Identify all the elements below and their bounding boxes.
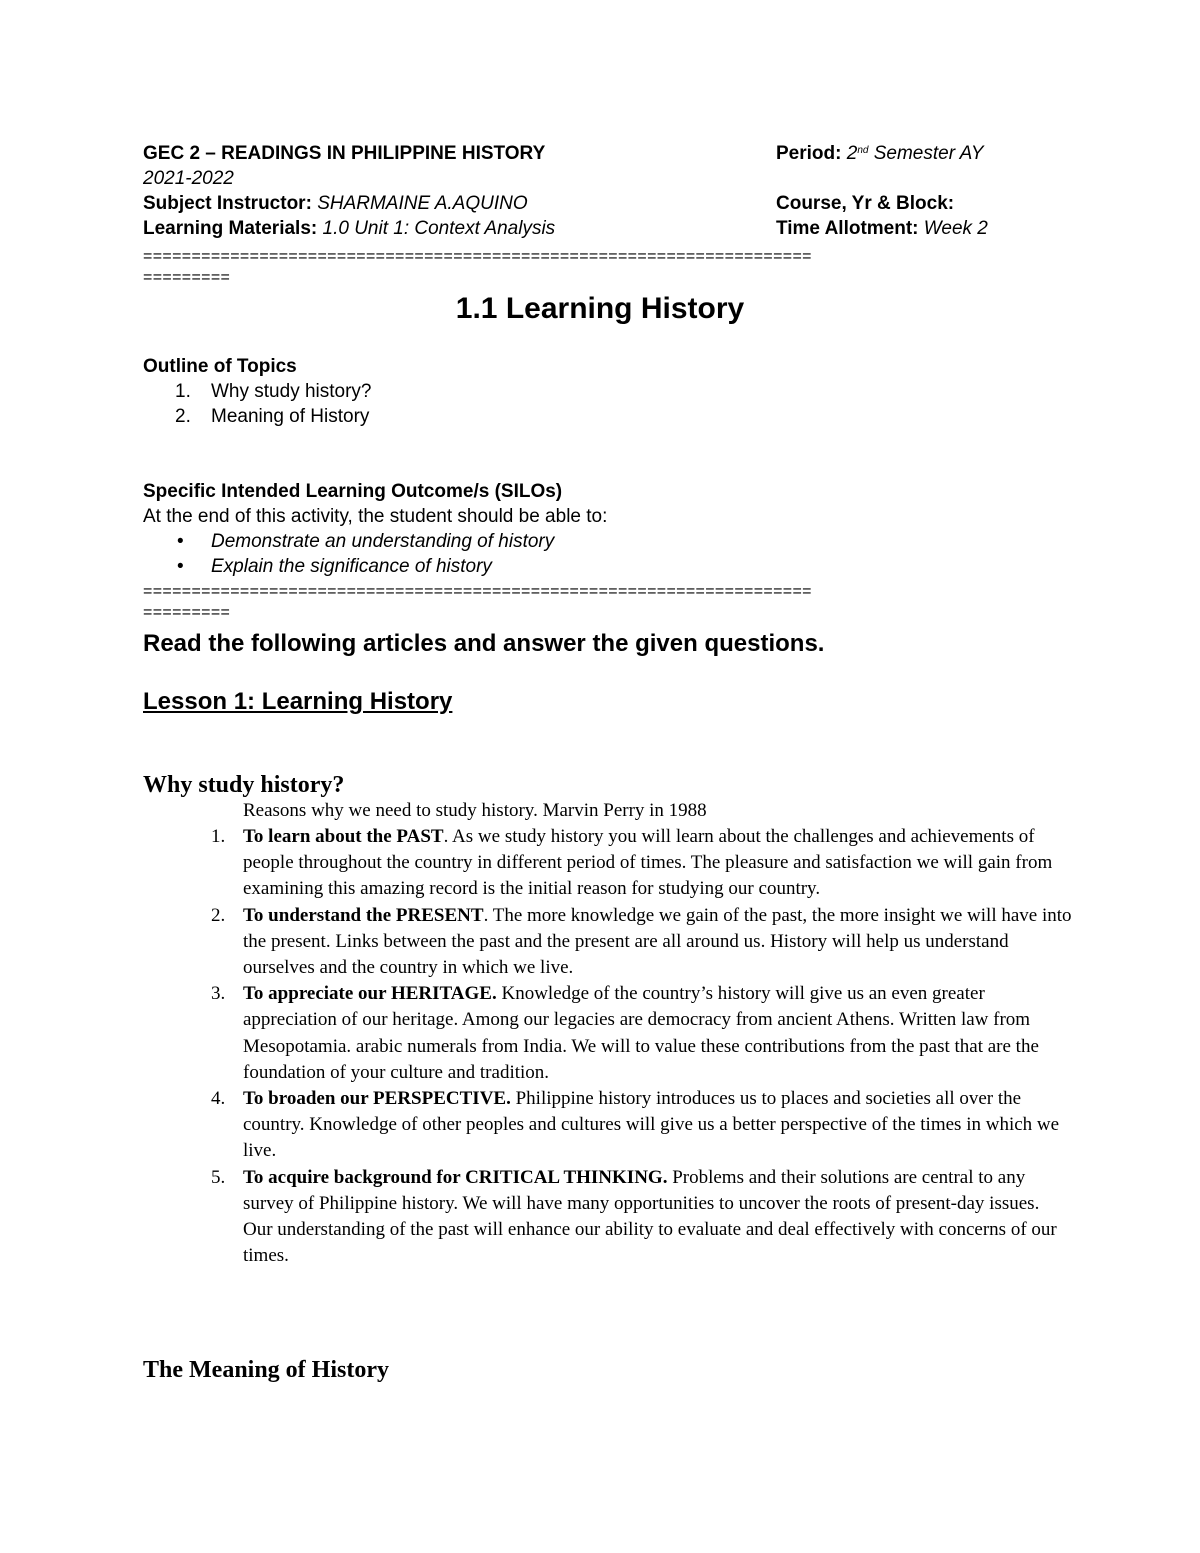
time-allotment: Time Allotment: Week 2	[776, 218, 988, 239]
outline-heading: Outline of Topics	[143, 356, 297, 377]
list-item: 4. To broaden our PERSPECTIVE. Philippine history introduces us to places and societies all over the country. Knowledge of other peoples and cultures will give us a better perspective of the times in which we live.	[211, 1088, 1060, 1162]
period-value: 2nd Semester AY	[846, 143, 984, 164]
list-item: 1. Why study history?	[175, 381, 372, 402]
separator-line: =========	[143, 269, 231, 286]
separator-line: =========	[143, 604, 231, 621]
separator-line: =====================================================================	[143, 248, 812, 265]
course-block-label: Course, Yr & Block:	[776, 193, 955, 214]
outline-list	[143, 379, 372, 429]
separator-line: =====================================================================	[143, 583, 812, 600]
outline-section	[143, 354, 372, 429]
bullet-icon: •	[177, 556, 184, 577]
materials-value: 1.0 Unit 1: Context Analysis	[322, 218, 556, 239]
silos-section	[143, 479, 607, 579]
document-header	[143, 141, 1063, 241]
meaning-heading: The Meaning of History	[143, 1357, 389, 1383]
reasons-intro: Reasons why we need to study history. Marvin Perry in 1988	[243, 800, 707, 821]
instructor-name: SHARMAINE A.AQUINO	[317, 193, 528, 214]
instructor-label: Subject Instructor:	[143, 193, 312, 214]
period-field: Period: 2nd Semester AY	[776, 143, 984, 164]
list-item: 3. To appreciate our HERITAGE. Knowledge of the country’s history will give us an even greater appreciation of our heritage. Among our legacies are democracy from ancient Athens. Written law from Mesopotamia. arabic numerals from India. We will to value these contributions from the past that are the foundation of your culture and tradition.	[211, 983, 1039, 1083]
why-study-heading: Why study history?	[143, 772, 345, 798]
list-item: 2. To understand the PRESENT. The more knowledge we gain of the past, the more insight we will have into the present. Links between the past and the present are all around us. History will help us understand ourselves and the country in which we live.	[211, 904, 1072, 979]
lesson-title: Lesson 1: Learning History	[143, 688, 453, 715]
list-item: • Explain the significance of history	[177, 556, 492, 577]
page-title: 1.1 Learning History	[455, 292, 745, 325]
materials-label: Learning Materials:	[143, 218, 318, 239]
list-item: 5. To acquire background for CRITICAL THINKING. Problems and their solutions are central to any survey of Philippine history. We will have many opportunities to uncover the roots of present-day issues. Our understanding of the past will enhance our ability to evaluate and deal effectively with concerns of our times.	[211, 1166, 1057, 1267]
bullet-icon: •	[177, 531, 184, 552]
course-title: GEC 2 – READINGS IN PHILIPPINE HISTORY	[143, 143, 546, 164]
silos-intro: At the end of this activity, the student should be able to:	[143, 506, 608, 527]
list-item: 1. To learn about the PAST. As we study history you will learn about the challenges and achievements of people throughout the country in different period of times. The pleasure and satisfaction we will gain from examining this amazing record is the initial reason for studying our country.	[211, 826, 1053, 900]
reasons-list	[143, 824, 1073, 1269]
period-year: 2021-2022	[143, 168, 234, 189]
silos-heading: Specific Intended Learning Outcome/s (SILOs)	[143, 481, 563, 502]
list-item: 2. Meaning of History	[175, 406, 370, 427]
silos-list	[143, 529, 607, 579]
instruction-heading: Read the following articles and answer the given questions.	[143, 630, 825, 657]
list-item: • Demonstrate an understanding of history	[177, 531, 555, 552]
